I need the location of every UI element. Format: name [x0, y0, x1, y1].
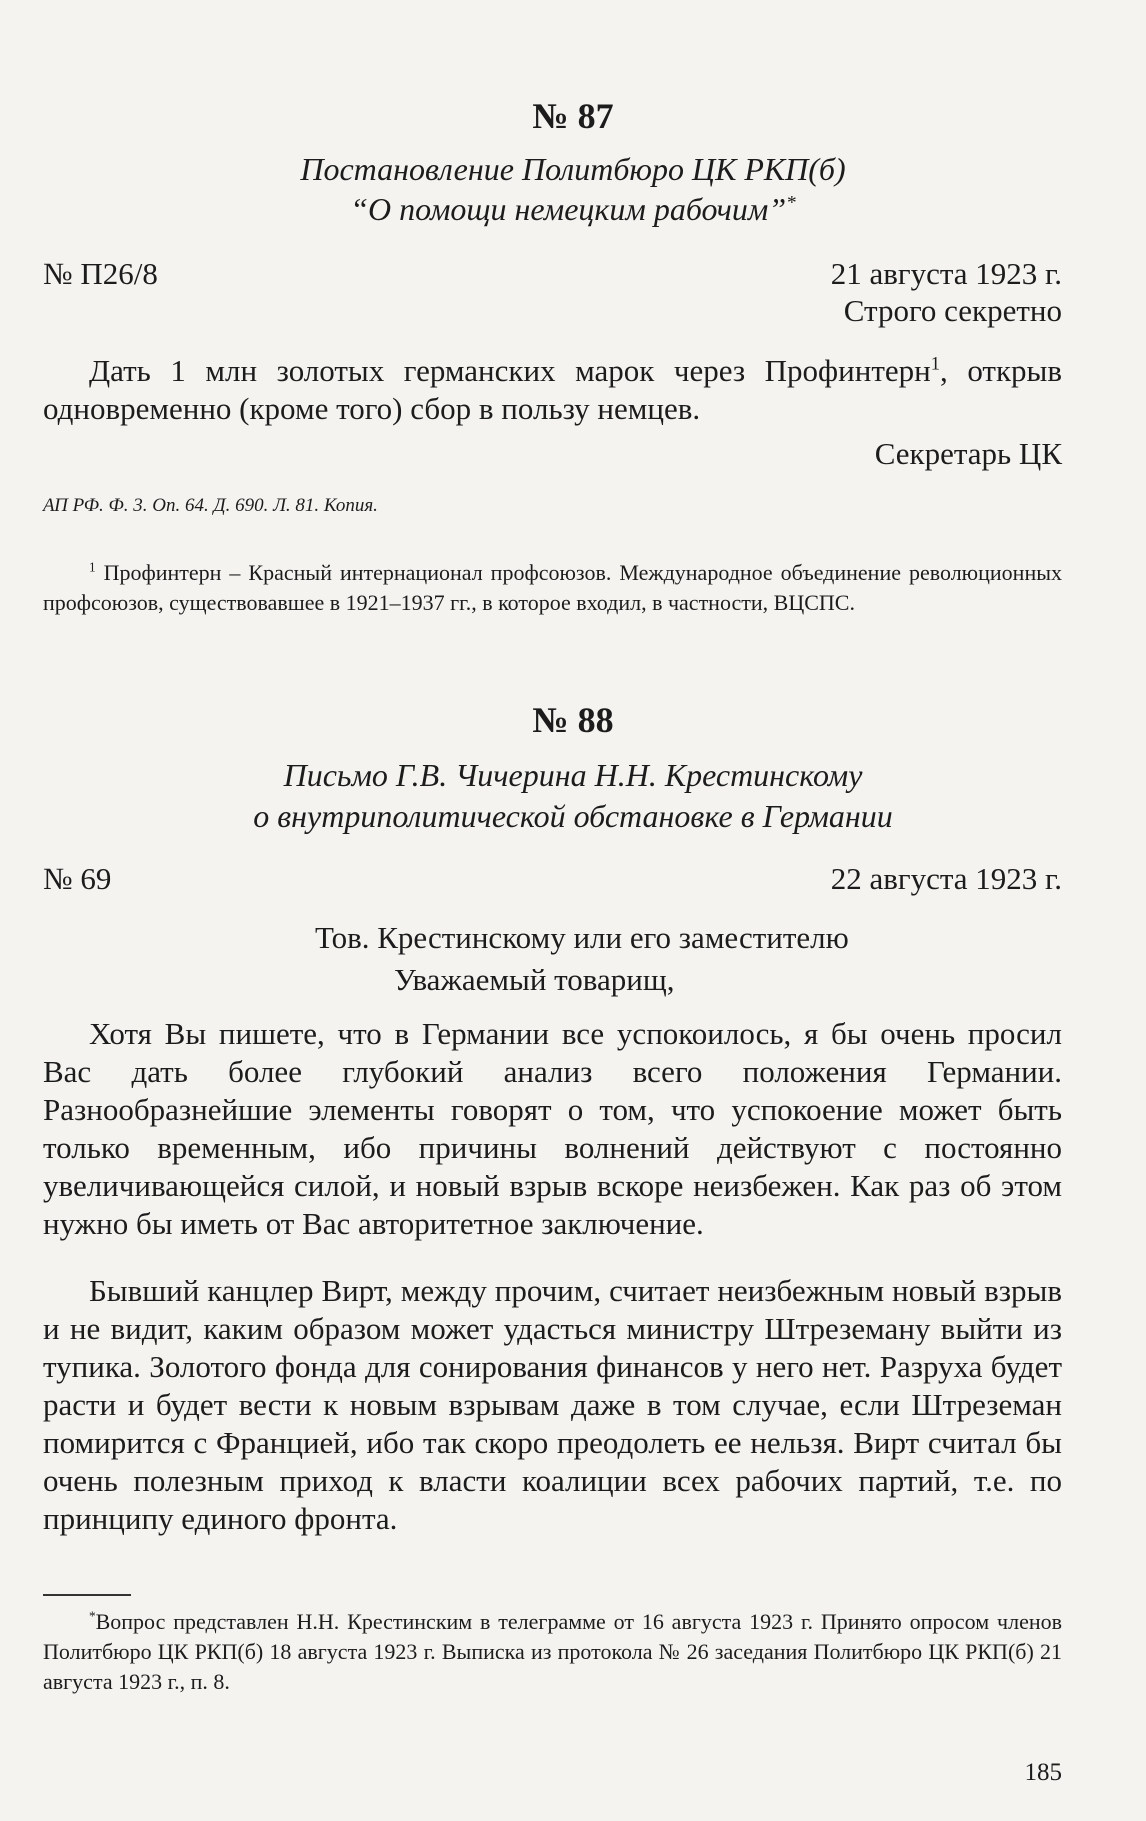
doc87-source: АП РФ. Ф. 3. Оп. 64. Д. 690. Л. 81. Копия.: [43, 495, 378, 516]
page-number: 185: [1024, 1759, 1062, 1786]
doc87-date: 21 августа 1923 г.: [830, 256, 1062, 291]
bottom-footnote: *Вопрос представлен Н.Н. Крестинским в телеграмме от 16 августа 1923 г. Принято опросом членов Политбюро ЦК РКП(б) 18 августа 1923 г. Выписка из протокола № 26 заседания Политбюро ЦК РКП(б) 21 августа 1923 г., п. 8.: [43, 1608, 1062, 1694]
doc87-reg-number: № П26/8: [43, 256, 158, 291]
doc87-title-footnote-mark: *: [786, 192, 796, 214]
doc88-paragraph-2: Бывший канцлер Вирт, между прочим, считает неизбежным новый взрыв и не видит, каким образом может удасться министру Штреземану выйти из тупика. Золотого фонда для сонирования финансов у него нет. Разруха будет расти и будет вести к новым взрывам даже в том случае, если Штреземан помирится с Францией, ибо так скоро преодолеть ее нельзя. Вирт считал бы очень полезным приход к власти коалиции всех рабочих партий, т.е. по принципу единого фронта.: [43, 1273, 1062, 1536]
doc88-salutation: Уважаемый товарищ,: [394, 962, 675, 997]
doc87-number: № 87: [532, 96, 614, 136]
doc87-signature: Секретарь ЦК: [874, 436, 1062, 471]
doc87-title-line1: Постановление Политбюро ЦК РКП(б): [300, 151, 846, 187]
doc87-body: Дать 1 млн золотых германских марок через Профинтерн$^1$, открыв одновременно (кроме того) сбор в пользу немцев.: [43, 353, 1063, 426]
doc88-reg-number: № 69: [43, 861, 112, 896]
doc87-classification: Строго секретно: [843, 293, 1062, 328]
doc88-paragraph-1: Хотя Вы пишете, что в Германии все успокоилось, я бы очень просил Вас дать более глубокий анализ всего положения Германии. Разнообразнейшие элементы говорят о том, что успокоение может быть только временным, ибо причины волнений действуют с постоянно увеличивающейся силой, и новый взрыв вскоре неизбежен. Как раз об этом нужно бы иметь от Вас авторитетное заключение.: [43, 1016, 1062, 1241]
doc88-title-line2: о внутриполитической обстановке в Германии: [253, 798, 893, 834]
doc88-number: № 88: [532, 700, 614, 740]
doc88-title-line1: Письмо Г.В. Чичерина Н.Н. Крестинскому: [283, 757, 863, 793]
doc87-title-line2: “О помощи немецким рабочим”*: [350, 191, 796, 227]
doc87-footnote: $^1$ Профинтерн – Красный интернационал профсоюзов. Международное объединение революционных профсоюзов, существовавшее в 1921–1937 гг., в которое входил, в частности, ВЦСПС.: [43, 559, 1062, 615]
doc87-note-ref: 1: [930, 353, 941, 375]
doc88-addressee: Тов. Крестинскому или его заместителю: [315, 920, 849, 955]
doc88-date: 22 августа 1923 г.: [830, 861, 1062, 896]
footnote-divider: [43, 1594, 131, 1596]
